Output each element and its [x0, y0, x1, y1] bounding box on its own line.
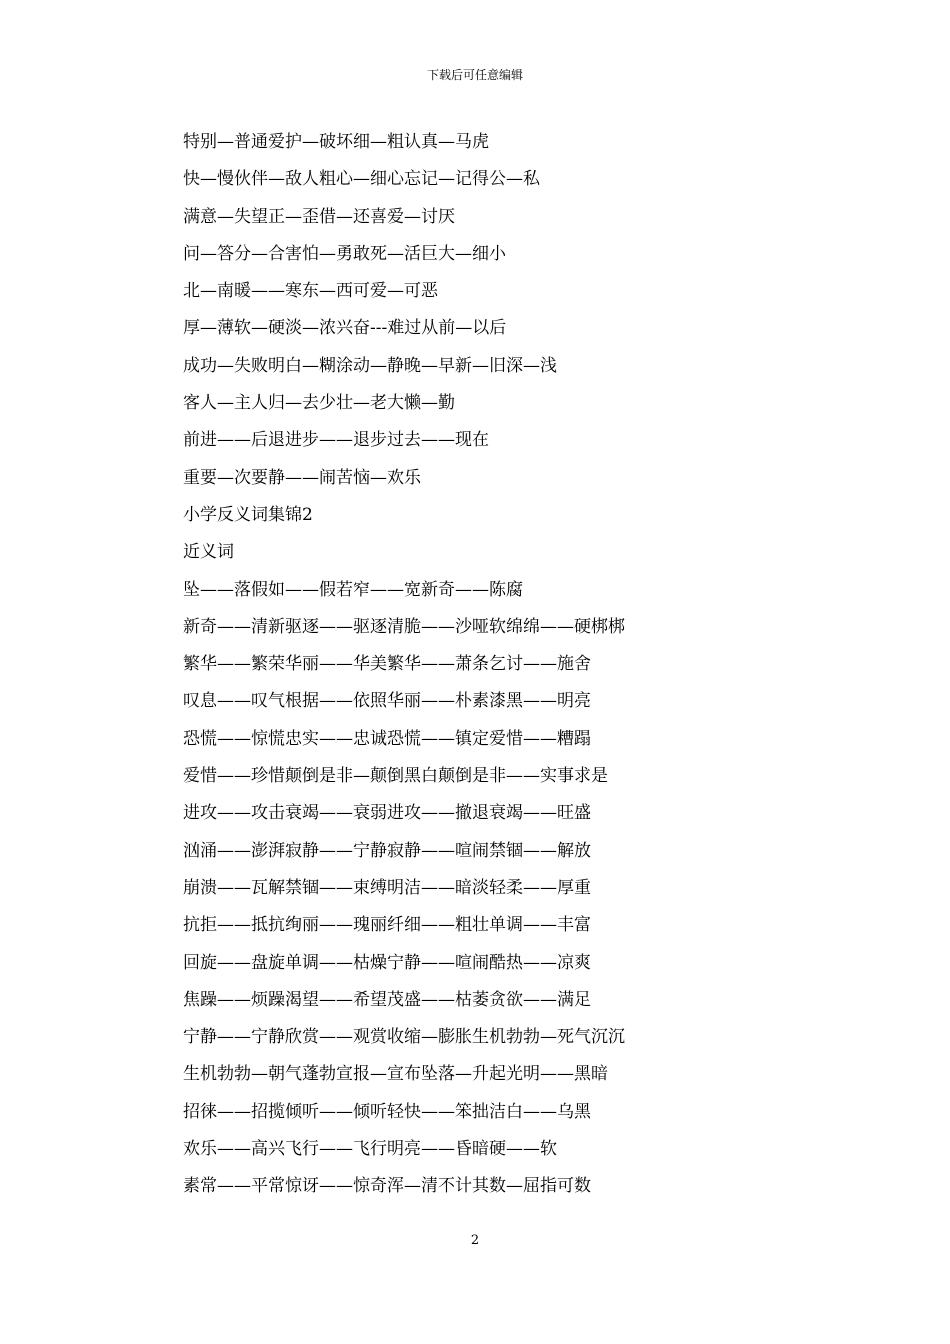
text-line: 招徕——招揽倾听——倾听轻快——笨拙洁白——乌黑	[183, 1101, 591, 1122]
page-number: 2	[470, 1233, 480, 1248]
text-line: 满意—失望正—歪借—还喜爱—讨厌	[183, 206, 455, 227]
text-line: 回旋——盘旋单调——枯燥宁静——喧闹酷热——凉爽	[183, 952, 591, 973]
text-line: 焦躁——烦躁渴望——希望茂盛——枯萎贪欲——满足	[183, 989, 591, 1010]
text-line: 生机勃勃—朝气蓬勃宣报—宣布坠落—升起光明——黑暗	[183, 1064, 608, 1085]
text-line: 叹息——叹气根据——依照华丽——朴素漆黑——明亮	[183, 691, 591, 712]
text-line: 进攻——攻击衰竭——衰弱进攻——撤退衰竭——旺盛	[183, 803, 591, 824]
section-heading: 小学反义词集锦2	[183, 504, 313, 525]
document-body	[183, 124, 783, 1206]
text-line: 宁静——宁静欣赏——观赏收缩—膨胀生机勃勃—死气沉沉	[183, 1027, 625, 1048]
page-header: 下载后可任意编辑	[426, 68, 523, 82]
text-line: 恐慌——惊慌忠实——忠诚恐慌——镇定爱惜——糟蹋	[183, 728, 591, 749]
text-line: 新奇——清新驱逐——驱逐清脆——沙哑软绵绵——硬梆梆	[183, 616, 625, 637]
text-line: 汹涌——澎湃寂静——宁静寂静——喧闹禁锢——解放	[183, 840, 591, 861]
text-line: 问—答分—合害怕—勇敢死—活巨大—细小	[183, 243, 506, 264]
text-line: 爱惜——珍惜颠倒是非—颠倒黑白颠倒是非——实事求是	[183, 766, 608, 787]
text-line: 客人—主人归—去少壮—老大懒—勤	[183, 393, 455, 414]
text-line: 北—南暖——寒东—西可爱—可恶	[183, 281, 438, 302]
text-line: 重要—次要静——闹苦恼—欢乐	[183, 467, 421, 488]
text-line: 前进——后退进步——退步过去——现在	[183, 430, 489, 451]
text-line: 繁华——繁荣华丽——华美繁华——萧条乞讨——施舍	[183, 654, 591, 675]
text-line: 成功—失败明白—糊涂动—静晚—早新—旧深—浅	[183, 355, 557, 376]
text-line: 素常——平常惊讶——惊奇浑—清不计其数—屈指可数	[183, 1176, 591, 1197]
text-line: 崩溃——瓦解禁锢——束缚明洁——暗淡轻柔——厚重	[183, 877, 591, 898]
text-line: 厚—薄软—硬淡—浓兴奋---难过从前—以后	[183, 318, 507, 339]
section-heading: 近义词	[183, 542, 234, 563]
text-line: 特别—普通爱护—破坏细—粗认真—马虎	[183, 132, 489, 152]
text-line: 快—慢伙伴—敌人粗心—细心忘记—记得公—私	[183, 169, 540, 190]
text-line: 欢乐——高兴飞行——飞行明亮——昏暗硬——软	[183, 1139, 557, 1160]
text-line: 坠——落假如——假若窄——宽新奇——陈腐	[183, 579, 523, 600]
text-line: 抗拒——抵抗绚丽——瑰丽纤细——粗壮单调——丰富	[183, 915, 591, 936]
